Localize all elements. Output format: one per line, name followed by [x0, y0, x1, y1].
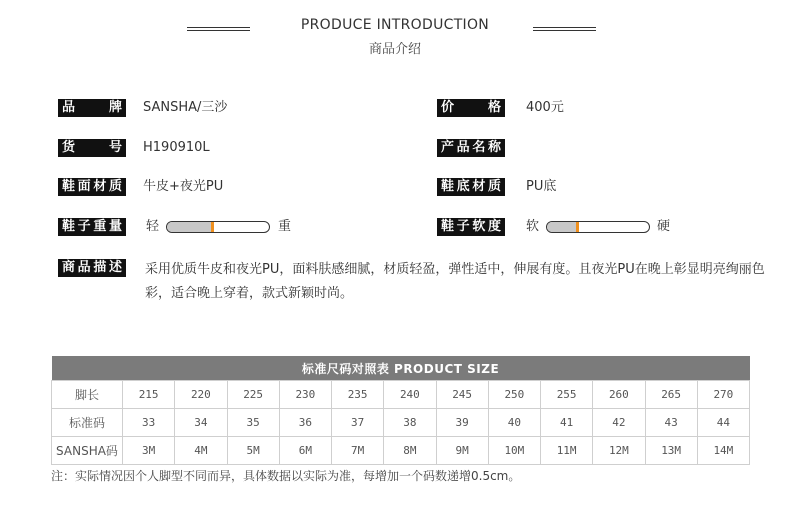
softness-low-label: 软 [526, 219, 540, 234]
table-cell: 10M [488, 437, 540, 465]
table-cell: 8M [384, 437, 436, 465]
table-cell: 220 [175, 381, 227, 409]
table-cell: 3M [123, 437, 175, 465]
size-table-title: 标准尺码对照表 PRODUCT SIZE [52, 356, 750, 381]
table-cell: 40 [488, 409, 540, 437]
softness-high-label: 硬 [657, 219, 671, 234]
softness-label-text: 鞋子软度 [441, 219, 501, 234]
table-cell: 215 [123, 381, 175, 409]
table-row [52, 437, 750, 465]
table-cell: 34 [175, 409, 227, 437]
product-name-label [437, 139, 505, 157]
sole-material-value: PU底 [526, 179, 557, 194]
section-title-en: PRODUCE INTRODUCTION [300, 17, 490, 33]
table-cell: 260 [593, 381, 645, 409]
table-cell: 41 [541, 409, 593, 437]
table-cell: 255 [541, 381, 593, 409]
table-cell: 43 [645, 409, 697, 437]
table-cell: 42 [593, 409, 645, 437]
item-no-label-text: 货 号 [62, 140, 122, 155]
table-row-header: 脚长 [52, 381, 123, 409]
brand-label [58, 99, 126, 117]
weight-high-label: 重 [278, 219, 292, 234]
price-value: 400元 [526, 100, 564, 115]
table-cell: 44 [697, 409, 749, 437]
table-cell: 36 [279, 409, 331, 437]
table-cell: 13M [645, 437, 697, 465]
header-divider-right [533, 27, 596, 31]
weight-low-label: 轻 [146, 219, 160, 234]
table-row-header: SANSHA码 [52, 437, 123, 465]
softness-label [437, 218, 505, 236]
table-row [52, 409, 750, 437]
table-cell: 33 [123, 409, 175, 437]
table-cell: 11M [541, 437, 593, 465]
description-label [58, 259, 126, 277]
brand-value: SANSHA/三沙 [143, 100, 228, 115]
price-label-text: 价 格 [441, 100, 501, 115]
table-cell: 235 [332, 381, 384, 409]
table-cell: 270 [697, 381, 749, 409]
item-no-label [58, 139, 126, 157]
weight-scale-marker [211, 222, 214, 232]
size-table-body [52, 381, 750, 465]
item-no-value: H190910L [143, 140, 210, 155]
table-cell: 35 [227, 409, 279, 437]
table-cell: 4M [175, 437, 227, 465]
section-header [0, 0, 790, 60]
product-name-label-text: 产品名称 [441, 140, 501, 155]
table-cell: 38 [384, 409, 436, 437]
section-title-cn: 商品介绍 [368, 42, 421, 57]
weight-label [58, 218, 126, 236]
price-label [437, 99, 505, 117]
description-text: 采用优质牛皮和夜光PU，面料肤感细腻，材质轻盈，弹性适中，伸展有度。且夜光PU在晚上彰显明亮绚丽色彩，适合晚上穿着，款式新颖时尚。 [145, 262, 765, 301]
weight-label-text: 鞋子重量 [62, 219, 122, 234]
softness-scale-fill [547, 222, 577, 232]
table-cell: 14M [697, 437, 749, 465]
table-cell: 7M [332, 437, 384, 465]
table-cell: 39 [436, 409, 488, 437]
weight-scale-fill [167, 222, 212, 232]
weight-scale [166, 221, 270, 233]
table-cell: 250 [488, 381, 540, 409]
upper-material-label [58, 178, 126, 196]
brand-label-text: 品 牌 [62, 100, 122, 115]
upper-material-value: 牛皮+夜光PU [143, 179, 224, 194]
softness-scale [546, 221, 650, 233]
table-cell: 225 [227, 381, 279, 409]
table-cell: 5M [227, 437, 279, 465]
table-cell: 37 [332, 409, 384, 437]
sole-material-label-text: 鞋底材质 [441, 179, 501, 194]
sole-material-label [437, 178, 505, 196]
upper-material-label-text: 鞋面材质 [62, 179, 122, 194]
table-cell: 265 [645, 381, 697, 409]
table-cell: 6M [279, 437, 331, 465]
size-note: 注：实际情况因个人脚型不同而异，具体数据以实际为准，每增加一个码数递增0.5cm。 [51, 469, 521, 483]
table-cell: 245 [436, 381, 488, 409]
description-label-text: 商品描述 [62, 260, 122, 275]
table-cell: 9M [436, 437, 488, 465]
table-cell: 240 [384, 381, 436, 409]
table-cell: 230 [279, 381, 331, 409]
softness-scale-marker [576, 222, 579, 232]
table-row [52, 381, 750, 409]
size-table [51, 356, 750, 465]
table-row-header: 标准码 [52, 409, 123, 437]
table-cell: 12M [593, 437, 645, 465]
